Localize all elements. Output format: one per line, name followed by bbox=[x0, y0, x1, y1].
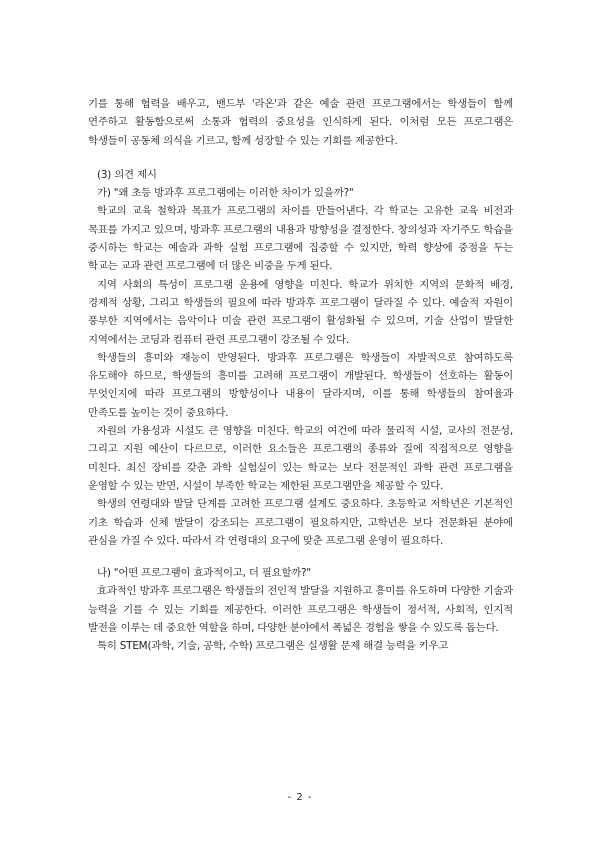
section-heading: (3) 의견 제시 bbox=[97, 168, 157, 181]
body-paragraph: 효과적인 방과후 프로그램은 학생들의 전인적 발달을 지원하고 흥미를 유도하며 다양한 기술과 능력을 기를 수 있는 기회를 제공한다. 이러한 프로그램은 학생들이 정서적, 사회적, 인지적 발전을 이루는 데 중요한 역할을 하며, 다양한 분야에서 폭넓은 경험을 쌓을 수 있도록 돕는다. bbox=[88, 585, 513, 635]
body-paragraph: 지역 사회의 특성이 프로그램 운용에 영향을 미친다. 학교가 위치한 지역의 문화적 배경, 경제적 상황, 그리고 학생들의 필요에 따라 방과후 프로그램이 달라질 수 있다. 예술적 자원이 풍부한 지역에서는 음악이나 미술 관련 프로그램이 활성화될 수 있으며, 기술 산업이 발달한 지역에서는 코딩과 컴퓨터 관련 프로그램이 강조될 수 있다. bbox=[88, 278, 513, 346]
spacer bbox=[88, 150, 513, 166]
subsection-heading: 나) "어떤 프로그램이 효과적이고, 더 필요할까?" bbox=[97, 567, 312, 580]
body-paragraph: 특히 STEM(과학, 기술, 공학, 수학) 프로그램은 실생활 문제 해결 능력을 키우고 bbox=[97, 640, 449, 653]
body-paragraph: 학교의 교육 철학과 목표가 프로그램의 차이를 만들어낸다. 각 학교는 고유한 교육 비전과 목표를 가지고 있으며, 방과후 프로그램의 내용과 방향성을 결정한다. 창의성과 자기주도 학습을 중시하는 학교는 예술과 과학 실험 프로그램에 집중할 수 있지만, 학력 향상에 중점을 두는 학교는 교과 관련 프로그램에 더 많은 비중을 두게 된다. bbox=[88, 205, 513, 273]
document-page bbox=[88, 95, 513, 656]
body-paragraph: 기를 통해 협력을 배우고, 밴드부 '라온'과 같은 예술 관련 프로그램에서는 학생들이 함께 연주하고 활동함으로써 소통과 협력의 중요성을 인식하게 된다. 이처럼 모든 프로그램은 학생들이 공동체 의식을 기르고, 함께 성장할 수 있는 기회를 제공한다. bbox=[88, 98, 513, 147]
spacer bbox=[88, 550, 513, 564]
body-paragraph: 학생들의 흥미와 재능이 반영된다. 방과후 프로그램은 학생들이 자발적으로 참여하도록 유도해야 하므로, 학생들의 흥미를 고려해 프로그램이 개발된다. 학생들이 선호하는 활동이 무엇인지에 따라 프로그램의 방향성이나 내용이 달라지며, 이를 통해 학생들의 참여율과 만족도를 높이는 것이 중요하다. bbox=[88, 351, 513, 419]
subsection-heading: 가) "왜 초등 방과후 프로그램에는 이러한 차이가 있을까?" bbox=[97, 187, 354, 200]
body-paragraph: 자원의 가용성과 시설도 큰 영향을 미친다. 학교의 여건에 따라 물리적 시설, 교사의 전문성, 그리고 지원 예산이 다르므로, 이러한 요소들은 프로그램의 종류와 질에 직접적으로 영향을 미친다. 최신 장비를 갖춘 과학 실험실이 있는 학교는 보다 전문적인 과학 관련 프로그램을 운영할 수 있는 반면, 시설이 부족한 학교는 제한된 프로그램만을 제공할 수 있다. bbox=[88, 425, 513, 492]
page-number: - 2 - bbox=[287, 792, 313, 803]
body-paragraph: 학생의 연령대와 발달 단계를 고려한 프로그램 설계도 중요하다. 초등학교 저학년은 기본적인 기초 학습과 신체 발달이 강조되는 프로그램이 필요하지만, 고학년은 보다 전문화된 분야에 관심을 가질 수 있다. 따라서 각 연령대의 요구에 맞춘 프로그램 운영이 필요하다. bbox=[88, 498, 513, 547]
